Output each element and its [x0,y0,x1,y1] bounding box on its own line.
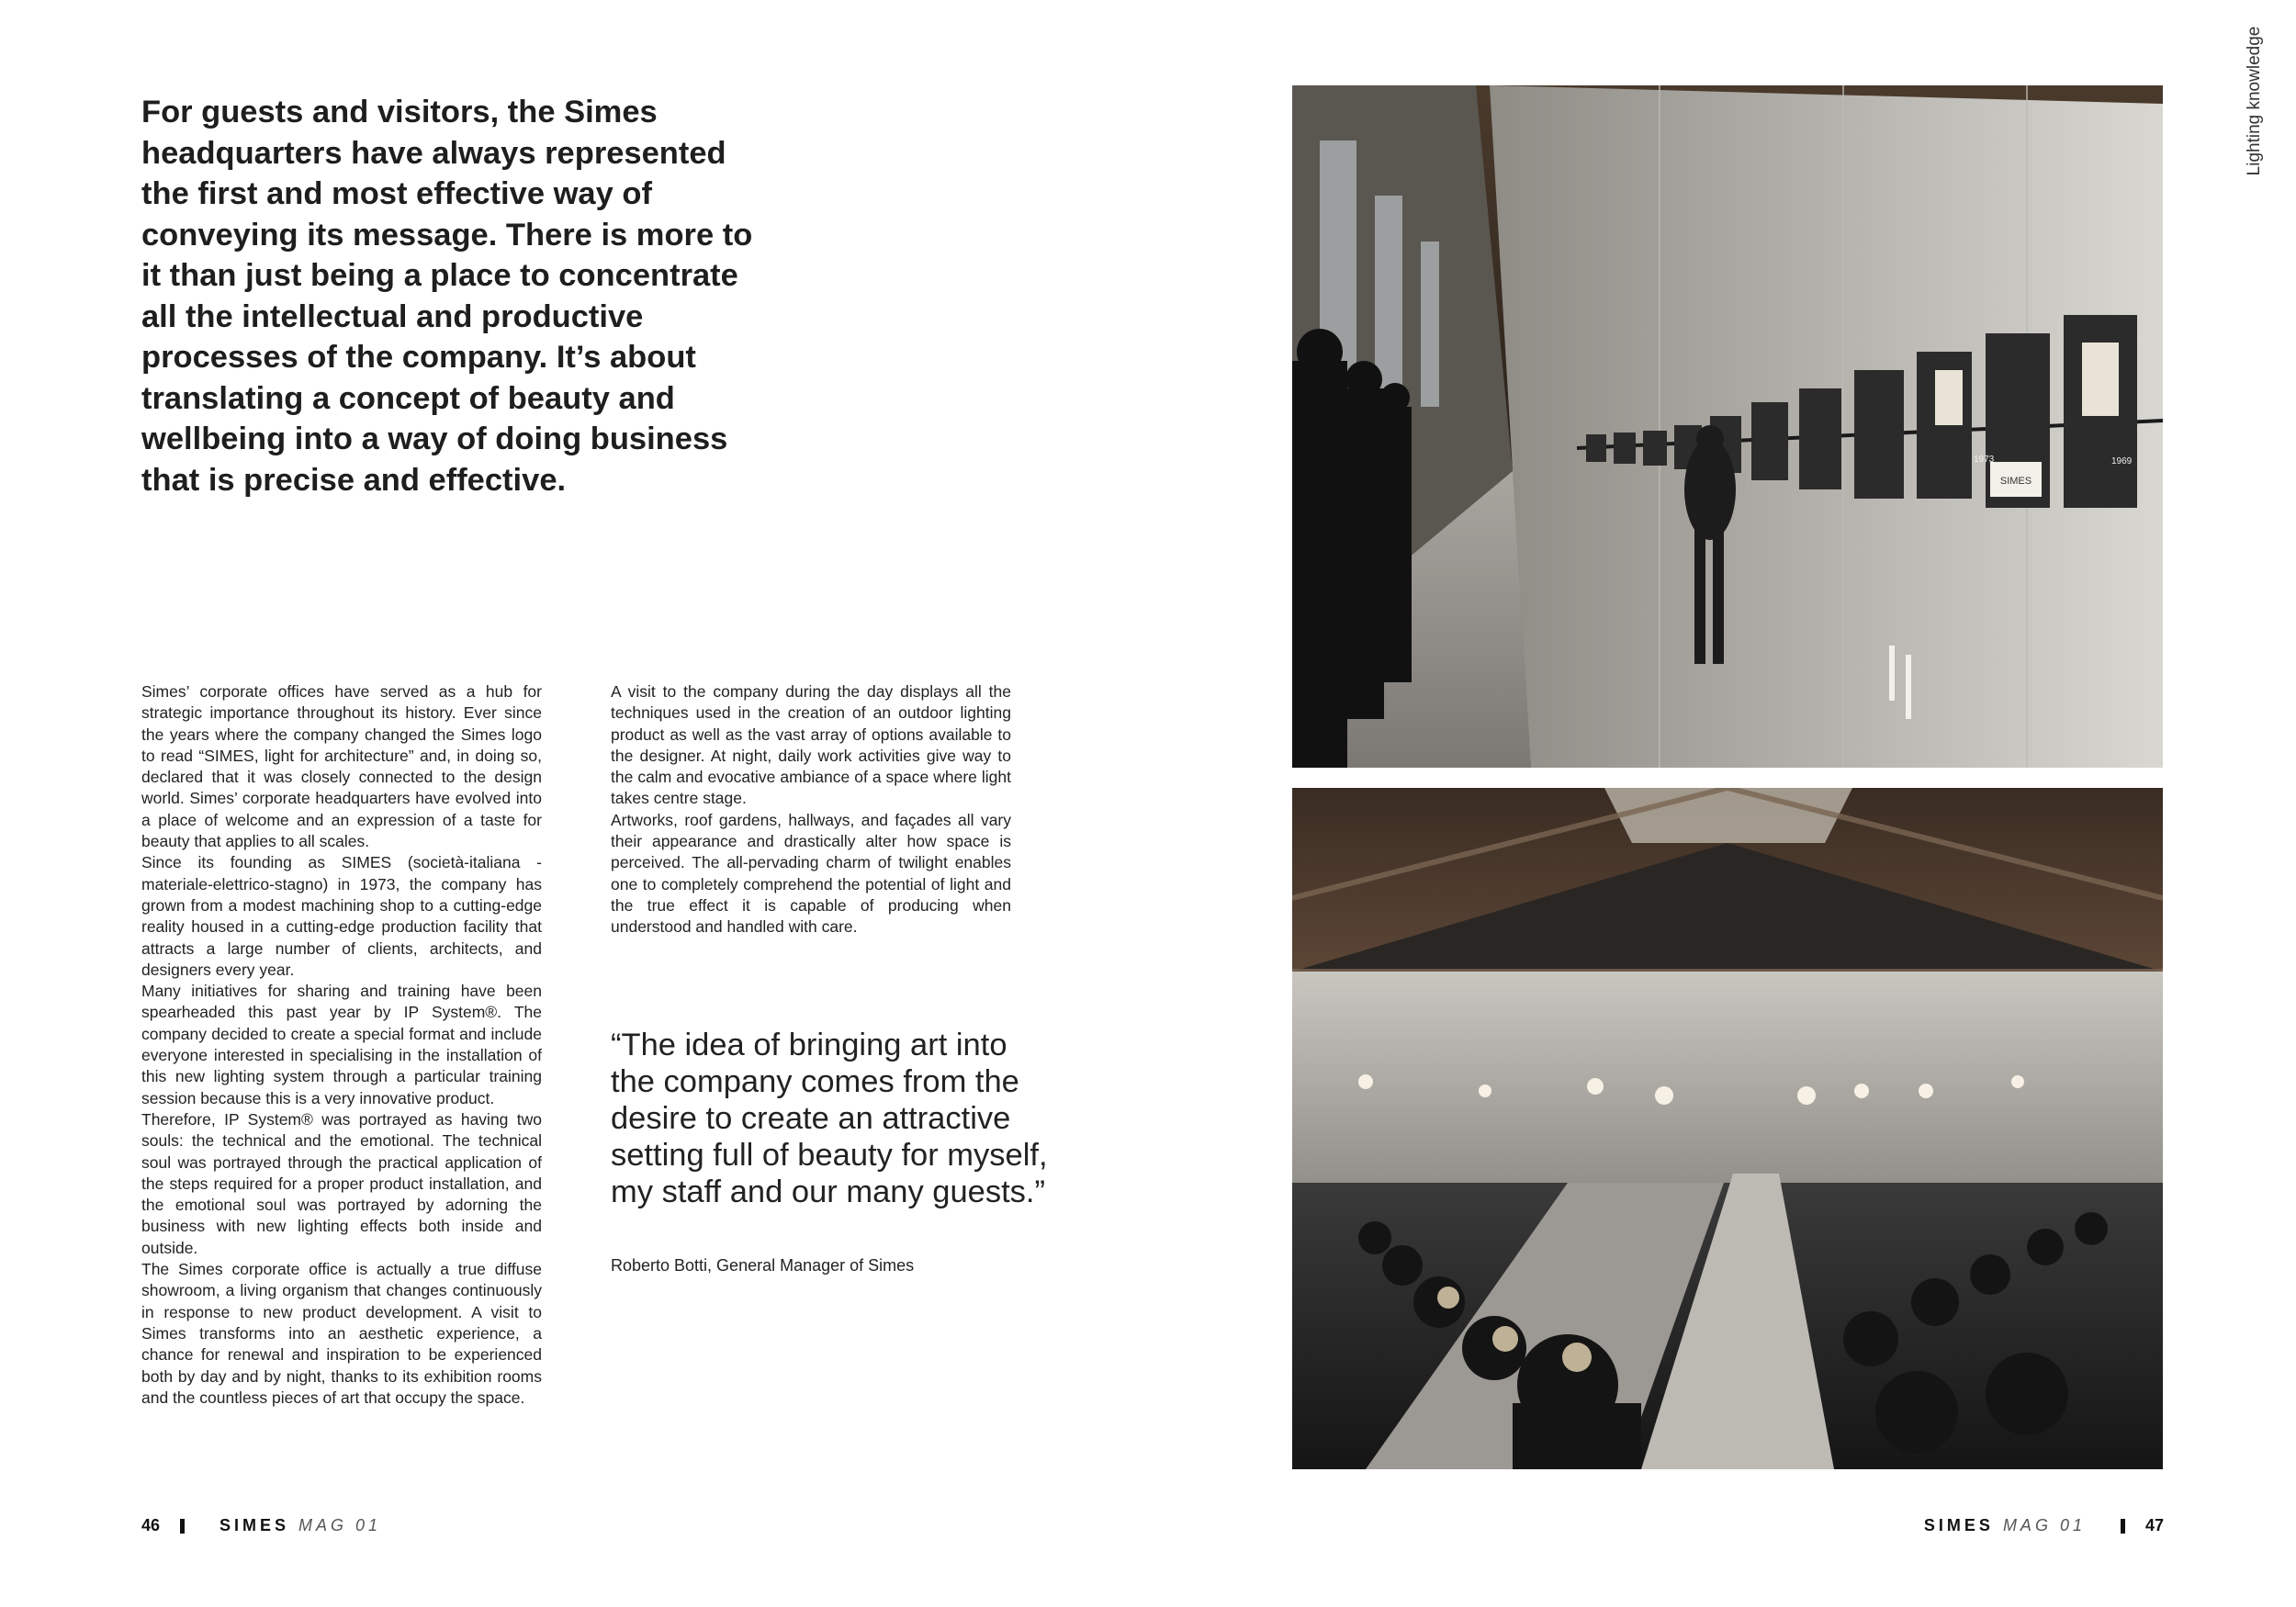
body-paragraph: A visit to the company during the day displays all the techniques used in the creation of an outdoor lighting product as well as the vast array of options available to the designer. At night, daily work activities give way to the calm and evocative ambiance of a space where light takes centre stage. [611,682,1011,808]
wall-year-label: 1973 [1974,455,1995,465]
body-paragraph: Simes’ corporate offices have served as a hub for strategic importance throughout its history. Ever since the years where the company changed the Simes logo to read “SIMES, light for architecture” and, in doing so, declared that it was closely connected to the design world. Simes’ corporate headquarters have evolved into a place of welcome and an expression of a taste for beauty that applies to all scales. [141,682,542,851]
body-paragraph: The Simes corporate office is actually a true diffuse showroom, a living organism that changes continuously in response to new product development. A visit to Simes transforms into an aesthetic experience, a chance for renewal and inspiration to be experienced both by day and by night, thanks to its exhibition rooms and the countless pieces of art that occupy the space. [141,1260,542,1407]
body-paragraph: Artworks, roof gardens, hallways, and façades all vary their appearance and drastically alter how space is perceived. The all-pervading charm of twilight enables one to completely comprehend the potential of light and the true effect it is capable of producing when understood and handled with care. [611,810,1011,937]
section-tab: Lighting knowledge [2245,26,2264,176]
intro-paragraph: For guests and visitors, the Simes headquarters have always represented the first and most effective way of conveying its message. There is more to it than just being a place to concentrate all the intellectual and productive processes of the company. It’s about translating a concept of beauty and wellbeing into a way of doing business that is precise and effective. [141,95,753,498]
pull-quote: “The idea of bringing art into the company comes from the desire to create an attractive setting full of beauty for myself, my staff and our many guests.” [611,1028,1048,1209]
magazine-issue: MAG 01 [2002,1516,2086,1534]
body-paragraph: Many initiatives for sharing and training have been spearheaded this past year by IP System®. The company decided to create a special format and include everyone interested in specialising in the installation of this new lighting system through a particular training session because this is a very innovative product. [141,982,542,1107]
folio-divider [180,1519,185,1534]
body-column-right [611,681,1011,938]
page-number: 46 [141,1516,161,1534]
corridor-photo [1292,85,2163,768]
body-paragraph: Since its founding as SIMES (società-italiana -materiale-elettrico-stagno) in 1973, the company has grown from a modest machining shop to a cutting-edge reality housed in a cutting-edge production facility that attracts a large number of clients, architects, and designers every year. [141,853,542,979]
page-number: 47 [2144,1516,2164,1534]
conference-photo [1292,788,2163,1469]
footer-left [141,1516,381,1535]
body-column-left [141,681,542,1409]
magazine-issue: MAG 01 [298,1516,382,1534]
brand-name: SIMES [219,1516,290,1534]
quote-author: Roberto Botti, General Manager of Simes [611,1256,915,1275]
folio-divider [2121,1519,2125,1534]
wall-panel-label: SIMES [1999,476,2032,487]
brand-name: SIMES [1923,1516,1994,1534]
wall-year-label: 1969 [2111,456,2133,466]
footer-right [1924,1516,2164,1535]
body-paragraph: Therefore, IP System® was portrayed as having two souls: the technical and the emotional. The technical soul was portrayed through the practical application of the steps required for a proper product installation, and the emotional soul was portrayed by adorning the business with new lighting effects both inside and outside. [141,1109,542,1257]
